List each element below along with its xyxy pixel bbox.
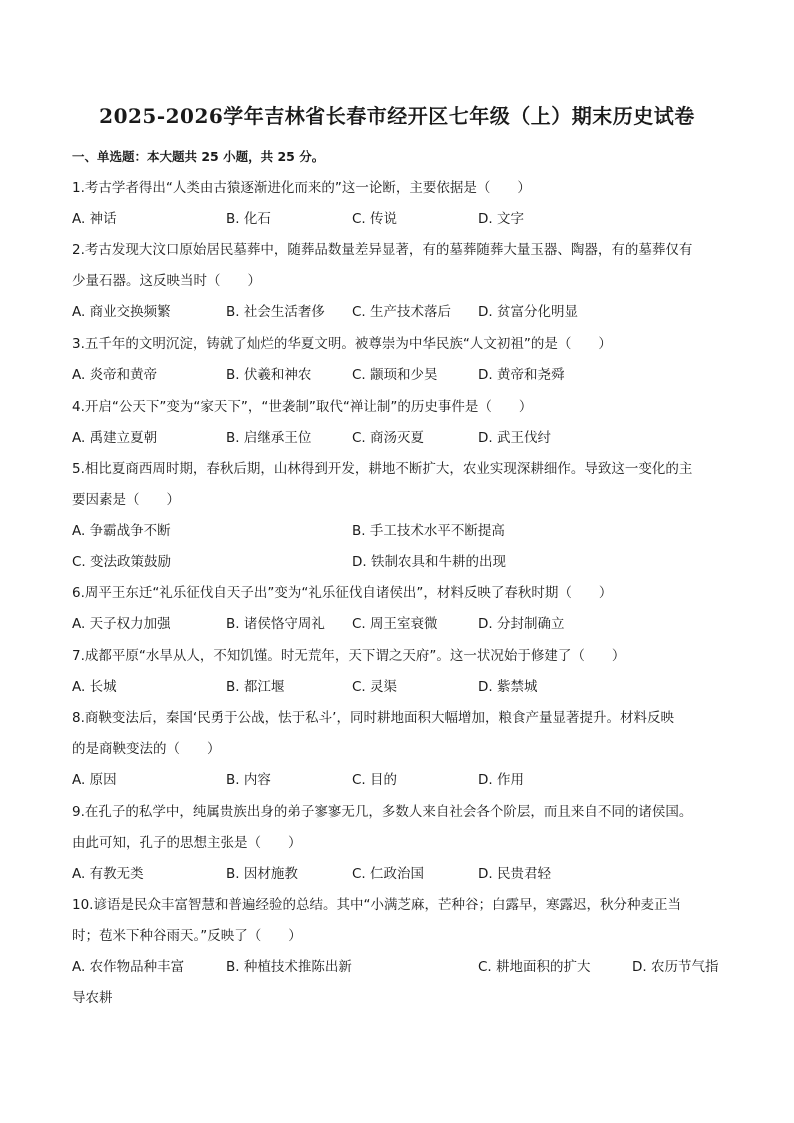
question-9-option-b[interactable]: B. 因材施教 (226, 866, 298, 882)
question-9-option-d[interactable]: D. 民贵君轻 (478, 866, 551, 882)
question-6-option-a[interactable]: A. 天子权力加强 (72, 616, 171, 632)
question-3-option-c[interactable]: C. 颛顼和少昊 (352, 367, 438, 383)
exam-title: 2025-2026学年吉林省长春市经开区七年级（上）期末历史试卷 (99, 104, 695, 128)
question-10-option-a[interactable]: A. 农作物品种丰富 (72, 959, 185, 975)
question-6-option-c[interactable]: C. 周王室衰微 (352, 616, 438, 632)
question-5-option-a[interactable]: A. 争霸战争不断 (72, 523, 171, 539)
question-4-text: 4.开启“公天下”变为“家天下”，“世袭制”取代“禅让制”的历史事件是（ ） (72, 399, 533, 415)
question-6-text: 6.周平王东迁“礼乐征伐自天子出”变为“礼乐征伐自诸侯出”，材料反映了春秋时期（ ） (72, 585, 613, 601)
question-4-option-a[interactable]: A. 禹建立夏朝 (72, 430, 158, 446)
question-6-option-d[interactable]: D. 分封制确立 (478, 616, 565, 632)
question-1-option-a[interactable]: A. 神话 (72, 211, 117, 227)
question-1-option-b[interactable]: B. 化石 (226, 211, 271, 227)
question-3-option-b[interactable]: B. 伏羲和神农 (226, 367, 312, 383)
question-6-option-b[interactable]: B. 诸侯恪守周礼 (226, 616, 325, 632)
section-heading: 一、单选题：本大题共 25 小题，共 25 分。 (72, 149, 325, 164)
question-3-option-a[interactable]: A. 炎帝和黄帝 (72, 367, 158, 383)
question-5-text-line-2: 要因素是（ ） (72, 492, 180, 508)
question-1-option-d[interactable]: D. 文字 (478, 211, 524, 227)
question-5-option-c[interactable]: C. 变法政策鼓励 (72, 554, 172, 570)
question-7-option-c[interactable]: C. 灵渠 (352, 679, 398, 695)
question-5-option-d[interactable]: D. 铁制农具和牛耕的出现 (352, 554, 506, 570)
question-8-text-line-2: 的是商鞅变法的（ ） (72, 741, 221, 757)
question-10-text-line-1: 10.谚语是民众丰富智慧和普遍经验的总结。其中“小满芝麻，芒种谷；白露早，寒露迟，秋分种麦正当 (72, 897, 681, 913)
question-2-text-line-2: 少量石器。这反映当时（ ） (72, 273, 261, 289)
question-9-text-line-2: 由此可知，孔子的思想主张是（ ） (72, 835, 302, 851)
question-2-option-b[interactable]: B. 社会生活奢侈 (226, 304, 325, 320)
question-8-option-a[interactable]: A. 原因 (72, 772, 117, 788)
question-4-option-b[interactable]: B. 启继承王位 (226, 430, 312, 446)
question-10-option-d-continuation: 导农耕 (72, 990, 113, 1006)
question-9-option-a[interactable]: A. 有教无类 (72, 866, 144, 882)
question-10-option-c[interactable]: C. 耕地面积的扩大 (478, 959, 591, 975)
question-5-option-b[interactable]: B. 手工技术水平不断提高 (352, 523, 505, 539)
question-1-text: 1.考古学者得出“人类由古猿逐渐进化而来的”这一论断，主要依据是（ ） (72, 180, 531, 196)
question-8-option-d[interactable]: D. 作用 (478, 772, 524, 788)
question-4-option-d[interactable]: D. 武王伐纣 (478, 430, 551, 446)
question-3-text: 3.五千年的文明沉淀，铸就了灿烂的华夏文明。被尊崇为中华民族“人文初祖”的是（ ） (72, 336, 612, 352)
question-10-option-b[interactable]: B. 种植技术推陈出新 (226, 959, 352, 975)
question-9-option-c[interactable]: C. 仁政治国 (352, 866, 425, 882)
question-9-text-line-1: 9.在孔子的私学中，纯属贵族出身的弟子寥寥无几，多数人来自社会各个阶层，而且来自不同的诸侯国。 (72, 804, 693, 820)
question-10-text-line-2: 时；苞米下种谷雨天。”反映了（ ） (72, 928, 302, 944)
question-4-option-c[interactable]: C. 商汤灭夏 (352, 430, 425, 446)
question-8-text-line-1: 8.商鞅变法后，秦国‘民勇于公战，怯于私斗’，同时耕地面积大幅增加，粮食产量显著提升。材料反映 (72, 710, 674, 726)
question-2-option-a[interactable]: A. 商业交换频繁 (72, 304, 171, 320)
question-8-option-c[interactable]: C. 目的 (352, 772, 398, 788)
question-7-text: 7.成都平原“水旱从人，不知饥馑。时无荒年，天下谓之天府”。这一状况始于修建了（ ） (72, 648, 626, 664)
question-2-text-line-1: 2.考古发现大汶口原始居民墓葬中，随葬品数量差异显著，有的墓葬随葬大量玉器、陶器，有的墓葬仅有 (72, 242, 693, 258)
question-2-option-d[interactable]: D. 贫富分化明显 (478, 304, 578, 320)
question-3-option-d[interactable]: D. 黄帝和尧舜 (478, 367, 565, 383)
question-5-text-line-1: 5.相比夏商西周时期，春秋后期，山林得到开发，耕地不断扩大，农业实现深耕细作。导致这一变化的主 (72, 461, 693, 477)
question-10-option-d[interactable]: D. 农历节气指 (632, 959, 719, 975)
question-7-option-d[interactable]: D. 紫禁城 (478, 679, 538, 695)
question-1-option-c[interactable]: C. 传说 (352, 211, 398, 227)
question-7-option-b[interactable]: B. 都江堰 (226, 679, 285, 695)
question-2-option-c[interactable]: C. 生产技术落后 (352, 304, 452, 320)
question-7-option-a[interactable]: A. 长城 (72, 679, 117, 695)
question-8-option-b[interactable]: B. 内容 (226, 772, 271, 788)
